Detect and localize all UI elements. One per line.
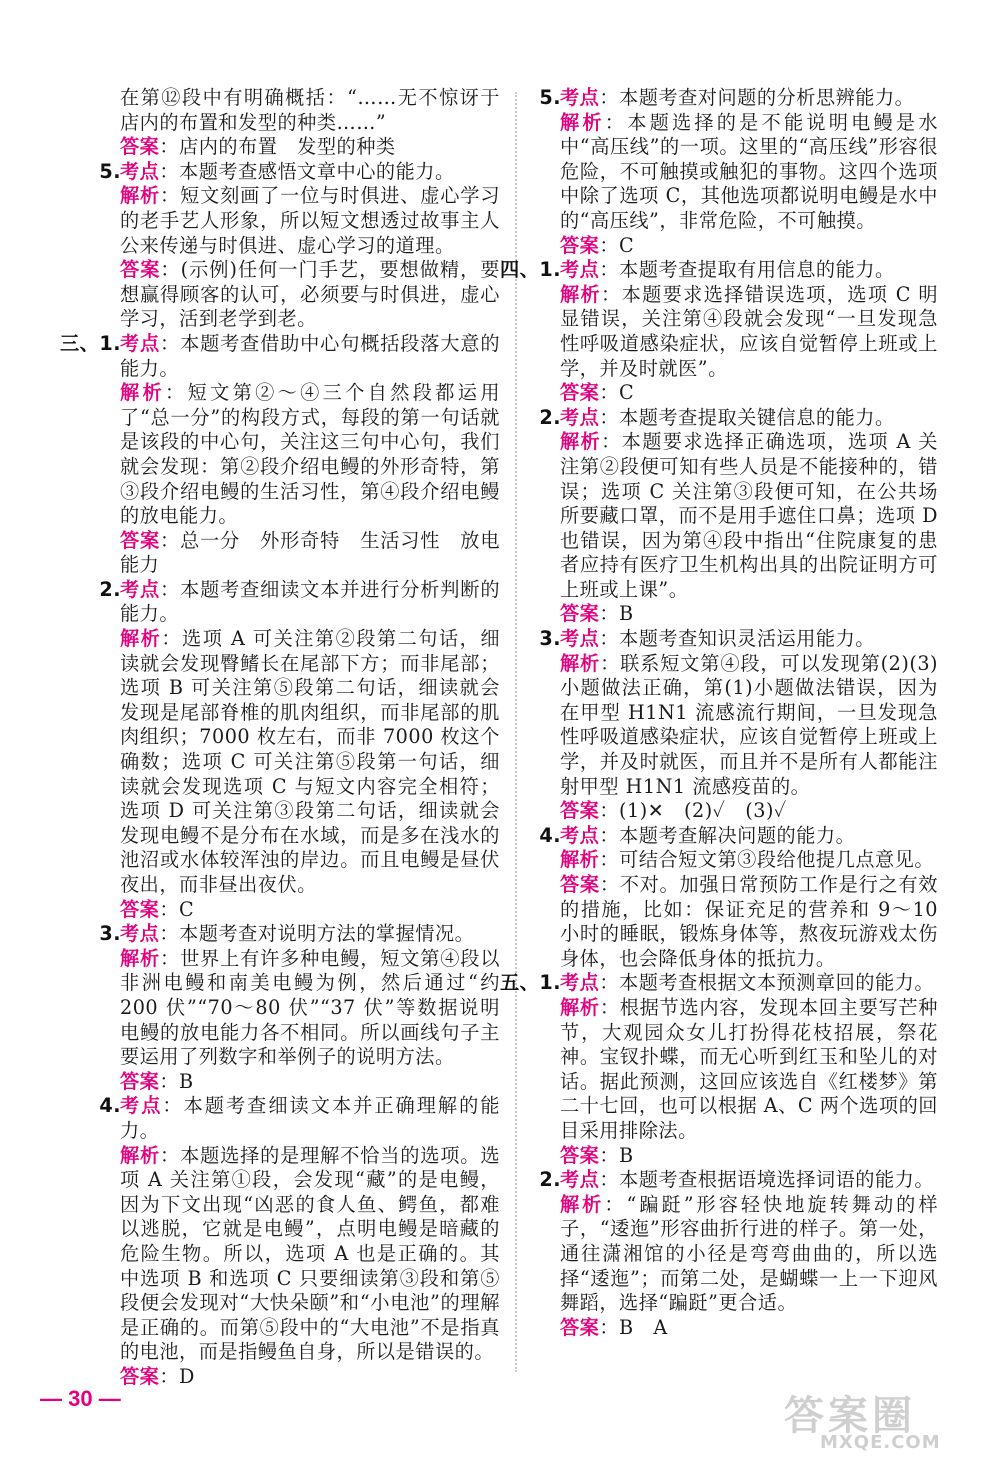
watermark-text: 答案圈 xyxy=(784,1393,916,1439)
answer-line xyxy=(120,1070,500,1095)
jiexi-line xyxy=(120,947,500,1070)
jiexi-label: 解析 xyxy=(120,381,166,405)
kaodian-text: ：本题考查提取关键信息的能力。 xyxy=(599,405,895,429)
answer-label: 答案 xyxy=(560,873,600,896)
answer-item-3-4 xyxy=(93,1094,500,1389)
kaodian-label: 考点 xyxy=(120,922,160,946)
analysis-tail: 在第⑫段中有明确概括：“……无不惊讶于店内的布置和发型的种类……” xyxy=(120,86,500,134)
jiexi-line xyxy=(560,652,938,800)
jiexi-line xyxy=(560,430,938,602)
jiexi-label: 解析 xyxy=(560,848,600,872)
answer-label: 答案 xyxy=(560,602,600,626)
answer-text: ：(1)✕ (2)✓ (3)✓ xyxy=(599,799,787,823)
kaodian-line xyxy=(560,86,938,111)
watermark-url: MXQE.COM xyxy=(820,1432,941,1453)
kaodian-text: ：本题考查提取有用信息的能力。 xyxy=(599,258,895,282)
kaodian-text: ：本题考查根据文本预测章回的能力。 xyxy=(599,971,935,995)
answer-item-5-2 xyxy=(533,1168,938,1340)
answer-text: ：C xyxy=(599,381,635,405)
jiexi-text: ：本题选择的是理解不恰当的选项。选项 A 关注第①段，会发现“藏”的是电鳗，因为下文出现“凶恶的食人鱼、鳄鱼，都难以逃脱，它就是电鳗”，点明电鳗是暗藏的危险生物。所以，选项 A 也是正确的。其中选项 B 和选项 C 只要细读第③段和第⑤段便会发现对“大快朵颐”和“小电池”的理解是正确的。而第⑤段中的“大电池”不是指真的电池，而是指鳗鱼自身，所以是错误的。 xyxy=(120,1143,501,1364)
right-column xyxy=(499,86,939,1340)
answer-label: 答案 xyxy=(120,135,160,159)
kaodian-line xyxy=(120,160,500,185)
question-number: 2. xyxy=(539,405,561,429)
kaodian-label: 考点 xyxy=(560,627,600,651)
kaodian-text: ：本题考查感悟文章中心的能力。 xyxy=(159,159,455,183)
page-number: — 30 — xyxy=(40,1386,121,1411)
question-number: 4. xyxy=(539,823,561,847)
kaodian-label: 考点 xyxy=(560,971,600,995)
answer-label: 答案 xyxy=(560,381,600,405)
answer-label: 答案 xyxy=(560,1315,600,1339)
kaodian-line xyxy=(120,332,500,381)
question-number: 五、1. xyxy=(499,971,561,995)
jiexi-text: ：短文第②～④三个自然段都运用了“总一分”的构段方式，每段的第一句话就是该段的中心句，关注这三句中心句，我们就会发现：第②段介绍电鳗的外形奇特，第③段介绍电鳗的生活习性，第④段介绍电鳗的放电能力。 xyxy=(120,381,501,528)
answer-line xyxy=(560,799,938,824)
kaodian-label: 考点 xyxy=(560,86,600,109)
answer-label: 答案 xyxy=(560,233,600,257)
jiexi-line xyxy=(560,848,938,873)
jiexi-line xyxy=(120,381,500,529)
kaodian-label: 考点 xyxy=(560,823,600,847)
answer-label: 答案 xyxy=(560,1143,600,1167)
answer-label: 答案 xyxy=(120,1364,160,1388)
answer-item-4-4 xyxy=(533,824,938,972)
kaodian-line xyxy=(560,824,938,849)
answer-text: ：B xyxy=(159,1069,194,1093)
jiexi-line xyxy=(560,996,938,1144)
answer-label: 答案 xyxy=(120,258,161,282)
answer-item-5-1 xyxy=(499,971,938,1168)
kaodian-text: ：本题考查细读文本并进行分析判断的能力。 xyxy=(120,577,501,626)
answer-text: ：总一分 外形奇特 生活习性 放电能力 xyxy=(120,528,501,577)
answer-item-3-3 xyxy=(93,922,500,1094)
kaodian-text: ：本题考查对问题的分析思辨能力。 xyxy=(599,86,915,109)
question-number: 3. xyxy=(539,627,561,651)
answer-line xyxy=(560,1144,938,1169)
jiexi-label: 解析 xyxy=(560,110,605,134)
jiexi-label: 解析 xyxy=(560,995,600,1019)
jiexi-line xyxy=(560,1193,938,1316)
answer-line xyxy=(560,381,938,406)
jiexi-text: ：根据节选内容，发现本回主要写芒种节，大观园众女儿打扮得花枝招展，祭花神。宝钗扑蝶，而无心听到红玉和坠儿的对话。据此预测，这回应该选自《红楼梦》第二十七回，也可以根据 A、C 两个选项的回目采用排除法。 xyxy=(560,995,938,1142)
question-number: 5. xyxy=(539,86,561,109)
jiexi-text: ：选项 A 可关注第②段第二句话，细读就会发现臀鳍长在尾部下方；而非尾部；选项 B 可关注第⑤段第二句话，细读就会发现是尾部脊椎的肌肉组织，而非尾部的肌肉组织；7000 枚左右，而非 7000 枚这个确数；选项 C 可关注第⑤段第一句话，细读就会发现选项 C 与短文内容完全相符；选项 D 可关注第③段第二句话，细读就会发现电鳗不是分布在水域，而是多在浅水的池沼或水体较浑浊的岸边。而且电鳗是昼伏夜出，而非昼出夜伏。 xyxy=(120,627,501,896)
jiexi-text: ：世界上有许多种电鳗，短文第④段以非洲电鳗和南美电鳗为例，然后通过“约 200 伏”“70～80 伏”“37 伏”等数据说明电鳗的放电能力各不相同。所以画线句子主要运用了列数字和举例子的说明方法。 xyxy=(120,946,501,1069)
jiexi-label: 解析 xyxy=(120,1143,161,1167)
watermark-logo xyxy=(780,1382,970,1456)
answer-line xyxy=(120,529,500,578)
column-divider xyxy=(515,92,517,1372)
answer-label: 答案 xyxy=(120,1069,160,1093)
answer-item-4-2 xyxy=(533,406,938,627)
answer-text: ：C xyxy=(599,233,635,257)
jiexi-text: ：短文刻画了一位与时俱进、虚心学习的老手艺人形象，所以短文想透过故事主人公来传递与时俱进、虚心学习的道理。 xyxy=(120,184,501,257)
jiexi-text: ：联系短文第④段，可以发现第(2)(3)小题做法正确，第(1)小题做法错误，因为在甲型 H1N1 流感流行期间，一旦发现急性呼吸道感染症状，应该自觉暂停上班或上学，并及时就医，而且并不是所有人都能注射甲型 H1N1 流感疫苗的。 xyxy=(560,651,939,798)
kaodian-label: 考点 xyxy=(120,577,161,601)
answer-text: ：B A xyxy=(599,1315,668,1339)
answer-label: 答案 xyxy=(120,528,161,552)
answer-line xyxy=(560,602,938,627)
question-number: 2. xyxy=(539,1168,561,1192)
jiexi-label: 解析 xyxy=(120,627,162,651)
answer-line xyxy=(120,1365,500,1390)
jiexi-text: ：本题要求选择错误选项，选项 C 明显错误，关注第④段就会发现“一旦发现急性呼吸道感染症状，应该自觉暂停上班或上学，并及时就医”。 xyxy=(560,282,939,380)
answer-text: ：(示例)任何一门手艺，要想做精，要想赢得顾客的认可，必须要与时俱进，虚心学习，活到老学到老。 xyxy=(120,258,500,331)
jiexi-text: ：“蹁跹”形容轻快地旋转舞动的样子，“逶迤”形容曲折行进的样子。第一处，通往潇湘馆的小径是弯弯曲曲的，所以选择“逶迤”；而第二处，是蝴蝶一上一下迎风舞蹈，选择“蹁跹”更合适。 xyxy=(560,1192,939,1315)
answer-line xyxy=(560,1316,938,1341)
jiexi-label: 解析 xyxy=(560,282,602,306)
kaodian-text: ：本题考查借助中心句概括段落大意的能力。 xyxy=(120,331,501,380)
answer-label: 答案 xyxy=(120,897,160,921)
jiexi-line xyxy=(120,627,500,898)
jiexi-label: 解析 xyxy=(560,1192,605,1216)
left-column xyxy=(59,86,501,1389)
jiexi-text: ：可结合短文第③段给他提几点意见。 xyxy=(599,848,935,872)
question-number: 5. xyxy=(99,159,121,183)
kaodian-text: ：本题考查根据语境选择词语的能力。 xyxy=(599,1168,935,1192)
answer-item-3-2 xyxy=(93,578,500,922)
kaodian-line xyxy=(560,258,938,283)
answer-text: ：C xyxy=(159,897,195,921)
answer-text: ：D xyxy=(159,1364,195,1388)
kaodian-label: 考点 xyxy=(560,258,600,282)
kaodian-text: ：本题考查细读文本并正确理解的能力。 xyxy=(120,1094,501,1142)
answer-item-3-5 xyxy=(533,86,938,258)
question-number: 2. xyxy=(99,577,121,601)
jiexi-label: 解析 xyxy=(120,184,161,208)
answer-item-2-5 xyxy=(93,160,500,332)
kaodian-line xyxy=(120,1094,500,1143)
kaodian-line xyxy=(560,627,938,652)
question-number: 3. xyxy=(99,922,121,946)
jiexi-text: ：本题要求选择正确选项，选项 A 关注第②段便可知有些人员是不能接种的，错误；选项 C 关注第③段便可知，在公共场所要藏口罩，而不是用手遮住口鼻；选项 D 也错误，因为第④段中指出“住院康复的患者应持有医疗卫生机构出具的出院证明方可上班或上课”。 xyxy=(560,430,938,601)
answer-item-3-1 xyxy=(59,331,501,578)
jiexi-line xyxy=(560,283,938,381)
kaodian-line xyxy=(120,922,500,947)
kaodian-text: ：本题考查解决问题的能力。 xyxy=(599,823,856,847)
answer-line xyxy=(560,873,938,971)
answer-line xyxy=(120,898,500,923)
question-number: 四、1. xyxy=(499,258,561,282)
answer-item-4-3 xyxy=(533,627,938,824)
question-number: 三、1. xyxy=(59,331,121,355)
question-number: 4. xyxy=(99,1094,121,1118)
jiexi-text: ：本题选择的是不能说明电鳗是水中“高压线”的一项。这里的“高压线”形容很危险，不可触摸或触犯的事物。这四个选项中除了选项 C，其他选项都说明电鳗是水中的“高压线”，非常危险，不可触摸。 xyxy=(560,110,939,232)
jiexi-label: 解析 xyxy=(560,651,601,675)
kaodian-line xyxy=(560,1168,938,1193)
kaodian-label: 考点 xyxy=(560,405,600,429)
answer-text: ：B xyxy=(599,1143,634,1167)
kaodian-label: 考点 xyxy=(560,1168,600,1192)
jiexi-line xyxy=(120,184,500,258)
answer-text: ：不对。加强日常预防工作是行之有效的措施，比如：保证充足的营养和 9～10 小时的睡眠，锻炼身体等，熬夜玩游戏太伤身体，也会降低身体的抵抗力。 xyxy=(560,873,938,970)
kaodian-label: 考点 xyxy=(120,1094,163,1118)
jiexi-line xyxy=(120,1144,500,1365)
answer-line xyxy=(120,258,500,332)
jiexi-line xyxy=(560,111,938,234)
answer-line xyxy=(120,135,500,160)
kaodian-label: 考点 xyxy=(120,331,161,355)
jiexi-label: 解析 xyxy=(120,946,161,970)
kaodian-line xyxy=(560,971,938,996)
kaodian-label: 考点 xyxy=(120,159,160,183)
jiexi-label: 解析 xyxy=(560,430,602,454)
answer-line xyxy=(560,234,938,259)
answer-label: 答案 xyxy=(560,799,600,823)
answer-text: ：B xyxy=(599,602,634,626)
kaodian-line xyxy=(560,406,938,431)
answer-text: ：店内的布置 发型的种类 xyxy=(159,135,396,159)
answer-item-4-1 xyxy=(499,258,939,406)
kaodian-text: ：本题考查知识灵活运用能力。 xyxy=(599,627,875,651)
answer-item-2-4-tail xyxy=(93,86,500,160)
kaodian-line xyxy=(120,578,500,627)
kaodian-text: ：本题考查对说明方法的掌握情况。 xyxy=(159,922,475,946)
